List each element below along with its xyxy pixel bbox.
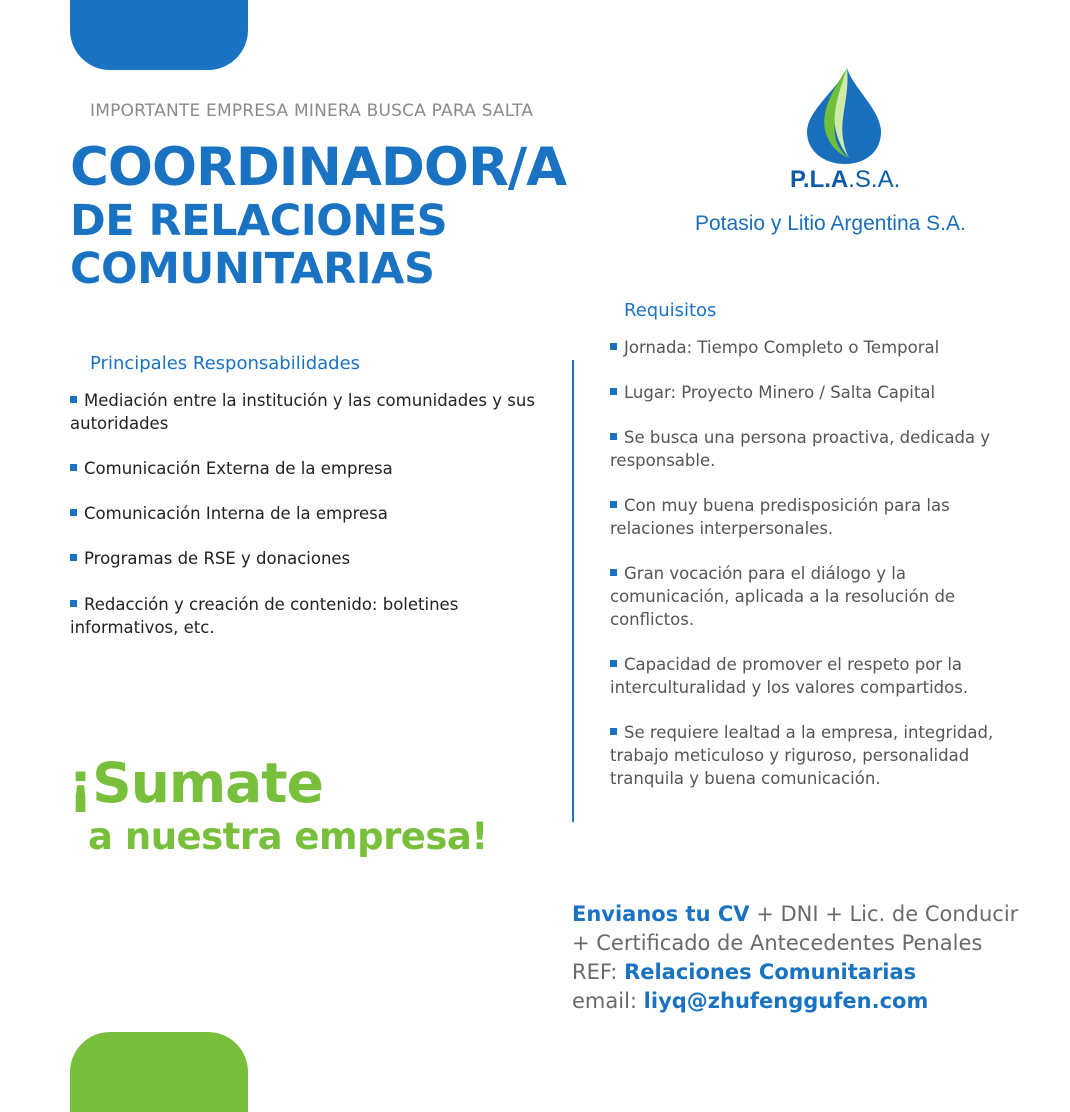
page-title-line1: COORDINADOR/A (70, 137, 567, 198)
square-bullet-icon (70, 464, 77, 471)
apply-line-ref (572, 958, 916, 987)
square-bullet-icon (610, 343, 617, 350)
apply-line-certificate: + Certificado de Antecedentes Penales (572, 931, 983, 955)
list-item (610, 381, 1010, 404)
list-item-text: Comunicación Externa de la empresa (84, 459, 393, 478)
responsibilities-title: Principales Responsabilidades (90, 353, 361, 374)
page-title-line2: DE RELACIONES (70, 196, 448, 246)
bottom-decor-tab (70, 1032, 248, 1112)
square-bullet-icon (70, 600, 77, 607)
list-item-text: Jornada: Tiempo Completo o Temporal (624, 338, 940, 357)
list-item-text: Lugar: Proyecto Minero / Salta Capital (624, 383, 936, 402)
list-item (70, 389, 550, 435)
list-item-text: Programas de RSE y donaciones (84, 549, 351, 568)
list-item (610, 562, 1010, 631)
column-divider (572, 360, 574, 822)
list-item-text: Capacidad de promover el respeto por la interculturalidad y los valores compartidos. (610, 655, 969, 697)
list-item (70, 547, 550, 570)
square-bullet-icon (610, 501, 617, 508)
list-item-text: Se busca una persona proactiva, dedicada y responsable. (610, 428, 991, 470)
top-decor-tab (70, 0, 248, 70)
cta-subline: a nuestra empresa! (88, 815, 488, 858)
logo-abbr-bold: P.L.A (790, 166, 849, 193)
list-item (610, 336, 1010, 359)
list-item (610, 426, 1010, 472)
list-item (70, 593, 490, 639)
square-bullet-icon (610, 433, 617, 440)
apply-cv-rest: + DNI + Lic. de Conducir (749, 902, 1019, 926)
apply-line-cv (572, 900, 1018, 929)
square-bullet-icon (610, 660, 617, 667)
apply-cv-highlight: Envianos tu CV (572, 902, 750, 926)
logo-company-name: Potasio y Litio Argentina S.A. (695, 212, 966, 235)
page-title-line3: COMUNITARIAS (70, 244, 435, 294)
list-item-text: Comunicación Interna de la empresa (84, 504, 388, 523)
list-item-text: Redacción y creación de contenido: boletines informativos, etc. (70, 595, 459, 637)
square-bullet-icon (70, 396, 77, 403)
list-item (70, 502, 550, 525)
list-item (610, 494, 1010, 540)
square-bullet-icon (610, 388, 617, 395)
list-item (610, 653, 1010, 699)
apply-ref-label: REF: (572, 960, 625, 984)
square-bullet-icon (70, 509, 77, 516)
list-item-text: Con muy buena predisposición para las relaciones interpersonales. (610, 496, 950, 538)
apply-email-link[interactable]: liyq@zhufenggufen.com (643, 989, 929, 1013)
cta-headline: ¡Sumate (68, 751, 323, 815)
apply-line-email (572, 987, 928, 1016)
square-bullet-icon (610, 569, 617, 576)
apply-ref-value: Relaciones Comunitarias (624, 960, 917, 984)
square-bullet-icon (610, 728, 617, 735)
apply-email-label: email: (572, 989, 644, 1013)
list-item-text: Gran vocación para el diálogo y la comunicación, aplicada a la resolución de conflictos. (610, 564, 956, 629)
logo-abbreviation (790, 166, 900, 194)
logo-abbr-rest: .S.A. (848, 166, 901, 193)
square-bullet-icon (70, 554, 77, 561)
list-item (70, 457, 550, 480)
list-item-text: Se requiere lealtad a la empresa, integridad, trabajo meticuloso y riguroso, personalidad tranquila y buena comunicación. (610, 723, 994, 788)
header-kicker: IMPORTANTE EMPRESA MINERA BUSCA PARA SALTA (90, 101, 534, 121)
water-drop-icon (803, 66, 883, 166)
list-item-text: Mediación entre la institución y las comunidades y sus autoridades (70, 391, 535, 433)
requirements-title: Requisitos (624, 300, 717, 321)
list-item (610, 721, 1010, 790)
